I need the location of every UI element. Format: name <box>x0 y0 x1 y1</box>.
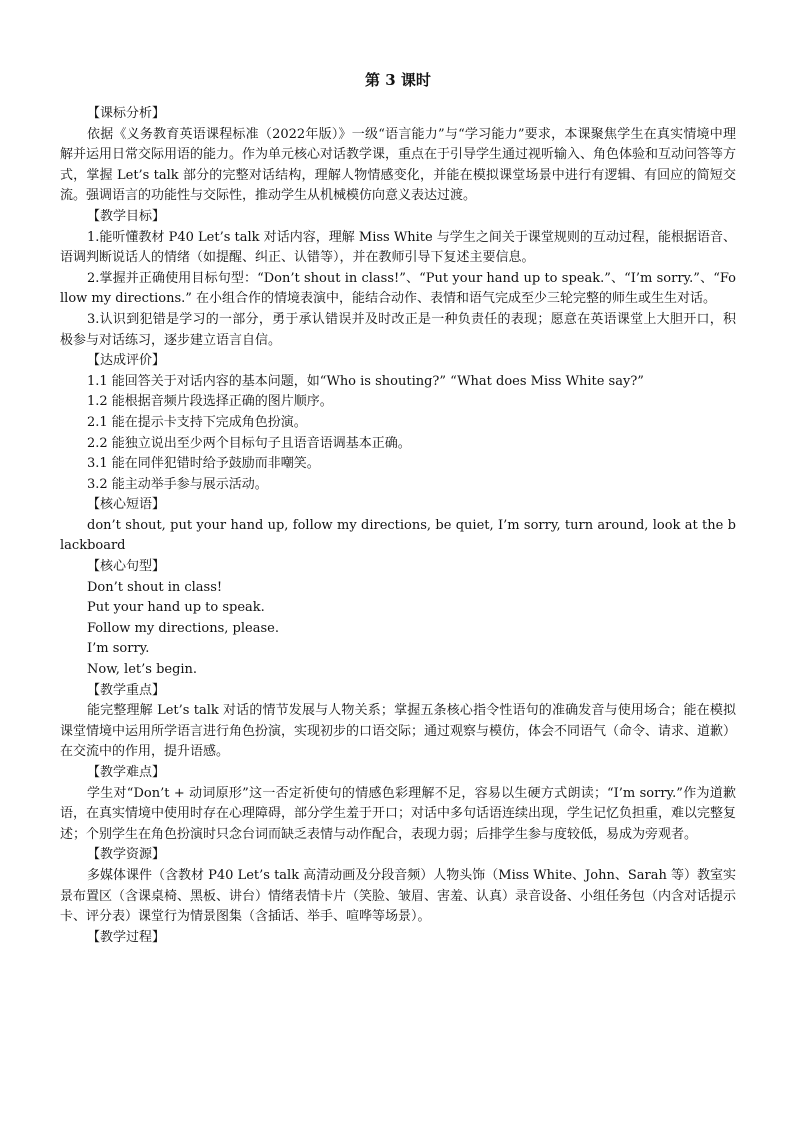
sentence-item: Now, let’s begin. <box>87 662 198 678</box>
sentence-item: Follow my directions, please. <box>87 620 279 636</box>
key-points-text: 能完整理解 Let’s talk 对话的情节发展与人物关系；掌握五条核心指令性语句的准确发音与使用场合；能在模拟课堂情境中运用所学语言进行角色扮演，实现初步的口语交际；通过观察与模仿，体会不同语气（命令、请求、道歉）在交流中的作用，提升语感。 <box>60 703 737 760</box>
curriculum-text: 依据《义务教育英语课程标准（2022年版）》一级“语言能力”与“学习能力”要求，本课聚焦学生在真实情境中理解并运用日常交际用语的能力。作为单元核心对话教学课，重点在于引导学生通过视听输入、角色体验和互动问答等方式，掌握 Let’s talk 部分的完整对话结构，理解人物情感变化，并能在模拟课堂场景中进行有逻辑、有回应的简短交流。强调语言的功能性与交际性，推动学生从机械模仿向意义表达过渡。 <box>60 126 737 204</box>
sentence-item: Put your hand up to speak. <box>87 600 265 616</box>
evaluation-item: 3.1 能在同伴犯错时给予鼓励而非嘲笑。 <box>87 456 320 472</box>
key-points-heading: 【教学重点】 <box>87 682 166 698</box>
evaluation-item: 2.2 能独立说出至少两个目标句子且语音语调基本正确。 <box>87 435 411 451</box>
curriculum-heading: 【课标分析】 <box>87 106 166 121</box>
goal-item-1: 1.能听懂教材 P40 Let’s talk 对话内容，理解 Miss White 与学生之间关于课堂规则的互动过程，能根据语音、语调判断说话人的情绪（如提醒、纠正、认错等），并在教师引导下复述主要信息。 <box>60 229 736 266</box>
process-heading: 【教学过程】 <box>87 929 166 945</box>
sentences-heading: 【核心句型】 <box>87 559 166 575</box>
phrases-text: don’t shout, put your hand up, follow my directions, be quiet, I’m sorry, turn around, look at the blackboard <box>60 517 736 554</box>
phrases-heading: 【核心短语】 <box>87 497 166 513</box>
goal-item-3: 3.认识到犯错是学习的一部分，勇于承认错误并及时改正是一种负责任的表现；愿意在英语课堂上大胆开口，积极参与对话练习，逐步建立语言自信。 <box>60 311 736 348</box>
difficulties-text: 学生对“Don’t + 动词原形”这一否定祈使句的情感色彩理解不足，容易以生硬方式朗读；“I’m sorry.”作为道歉语，在真实情境中使用时存在心理障碍，部分学生羞于开口；对话中多句话语连续出现，学生记忆负担重，难以完整复述；个别学生在角色扮演时只念台词而缺乏表情与动作配合，表现力弱；后排学生参与度较低，易成为旁观者。 <box>60 785 737 842</box>
document-page <box>60 64 736 948</box>
resources-heading: 【教学资源】 <box>87 847 166 863</box>
evaluation-item: 1.1 能回答关于对话内容的基本问题，如“Who is shouting?” “What does Miss White say?” <box>87 373 644 389</box>
goals-heading: 【教学目标】 <box>87 208 166 224</box>
sentence-item: I’m sorry. <box>87 641 150 657</box>
sentence-item: Don’t shout in class! <box>87 579 223 595</box>
difficulties-heading: 【教学难点】 <box>87 765 166 780</box>
evaluation-item: 3.2 能主动举手参与展示活动。 <box>87 476 268 492</box>
evaluation-heading: 【达成评价】 <box>87 353 166 369</box>
evaluation-item: 1.2 能根据音频片段选择正确的图片顺序。 <box>87 394 333 410</box>
goal-item-2: 2.掌握并正确使用目标句型：“Don’t shout in class!”、“Put your hand up to speak.”、“I’m sorry.”、“Follow my directions.” 在小组合作的情境表演中，能结合动作、表情和语气完成至少三轮完整的师生或生生对话。 <box>60 270 736 307</box>
resources-text: 多媒体课件（含教材 P40 Let’s talk 高清动画及分段音频）人物头饰（Miss White、John、Sarah 等）教室实景布置区（含课桌椅、黑板、讲台）情绪表情卡片（笑脸、皱眉、害羞、认真）录音设备、小组任务包（内含对话提示卡、评分表）课堂行为情景图集（含插话、举手、喧哗等场景）。 <box>60 867 737 925</box>
evaluation-item: 2.1 能在提示卡支持下完成角色扮演。 <box>87 414 307 430</box>
lesson-title: 第 3 课时 <box>365 71 431 89</box>
